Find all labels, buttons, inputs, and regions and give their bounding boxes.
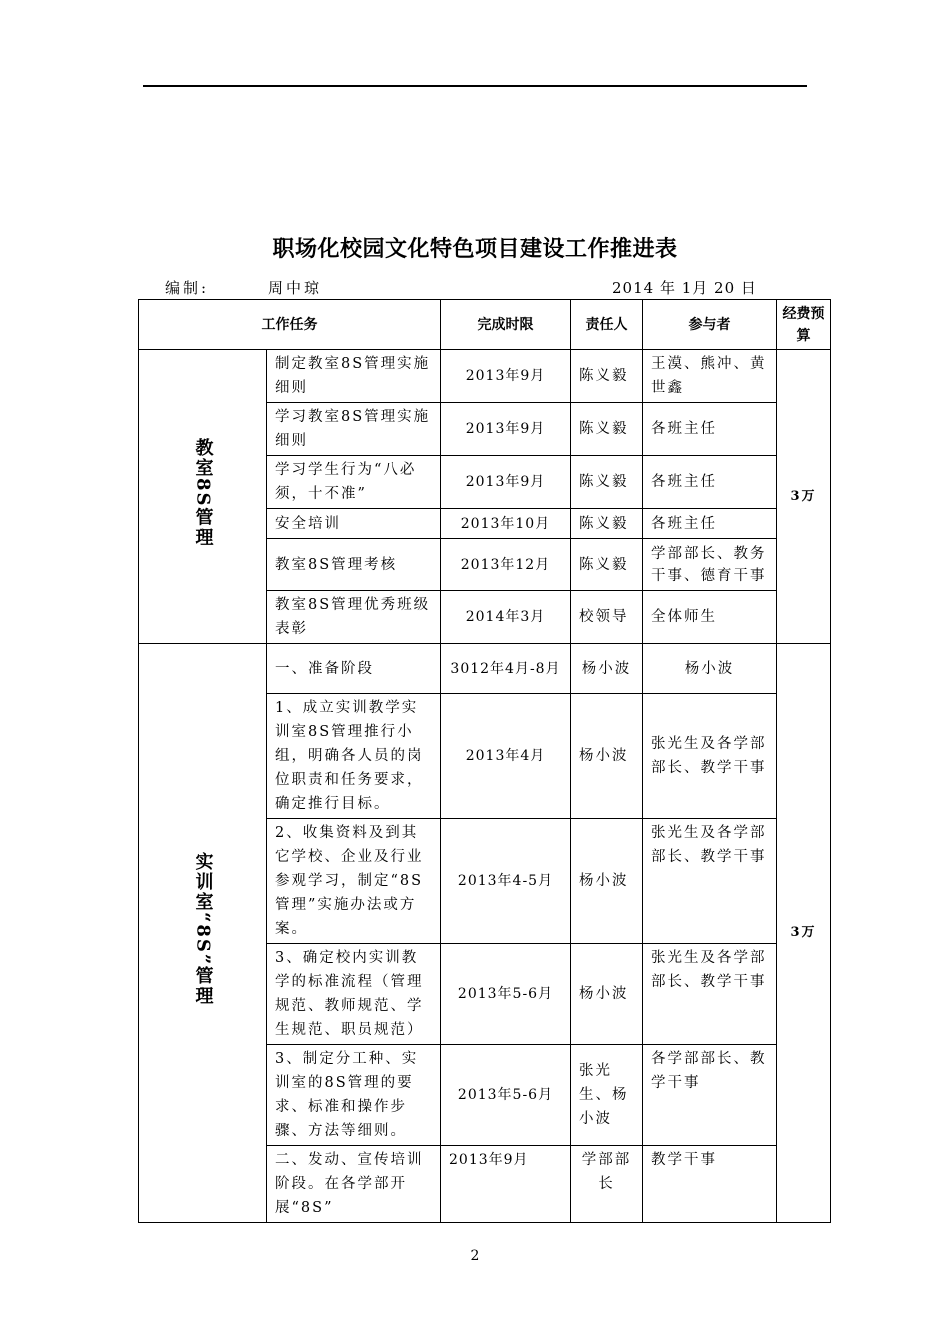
owner-cell: 张光生、杨小波 bbox=[571, 1045, 643, 1146]
participants-cell: 各班主任 bbox=[643, 403, 777, 456]
owner-cell: 杨小波 bbox=[571, 694, 643, 819]
task-cell: 1、成立实训教学实训室8S管理推行小组，明确各人员的岗位职责和任务要求，确定推行目标。 bbox=[267, 694, 441, 819]
task-cell: 3、确定校内实训教学的标准流程（管理规范、教师规范、学生规范、职员规范） bbox=[267, 944, 441, 1045]
table-row bbox=[139, 350, 831, 403]
owner-cell: 杨小波 bbox=[571, 644, 643, 694]
editor-name: 周中琼 bbox=[268, 279, 323, 297]
participants-cell: 张光生及各学部部长、教学干事 bbox=[643, 944, 777, 1045]
owner-cell: 杨小波 bbox=[571, 944, 643, 1045]
deadline-cell: 2013年4-5月 bbox=[441, 819, 571, 944]
budget-cell: 3万 bbox=[777, 644, 831, 1223]
participants-cell: 杨小波 bbox=[643, 644, 777, 694]
page-number: 2 bbox=[470, 1248, 480, 1264]
owner-cell: 陈义毅 bbox=[571, 509, 643, 539]
deadline-cell: 2013年12月 bbox=[441, 539, 571, 591]
table-row bbox=[139, 644, 831, 694]
participants-cell: 各班主任 bbox=[643, 456, 777, 509]
task-cell: 制定教室8S管理实施细则 bbox=[267, 350, 441, 403]
owner-cell: 陈义毅 bbox=[571, 456, 643, 509]
deadline-cell: 2013年9月 bbox=[441, 1146, 571, 1223]
deadline-cell: 2014年3月 bbox=[441, 591, 571, 644]
editor-label: 编制: bbox=[165, 279, 210, 297]
header-task: 工作任务 bbox=[139, 300, 441, 350]
category-label: 教室8S管理 bbox=[192, 438, 214, 548]
deadline-cell: 2013年4月 bbox=[441, 694, 571, 819]
header-budget: 经费预算 bbox=[777, 300, 831, 350]
header-deadline: 完成时限 bbox=[441, 300, 571, 350]
participants-cell: 王漠、熊冲、黄世鑫 bbox=[643, 350, 777, 403]
category-label: 实训室“8S”管理 bbox=[192, 852, 214, 1007]
participants-cell: 各班主任 bbox=[643, 509, 777, 539]
task-cell: 学习教室8S管理实施细则 bbox=[267, 403, 441, 456]
category-cell bbox=[139, 350, 267, 644]
header-participants: 参与者 bbox=[643, 300, 777, 350]
deadline-cell: 2013年9月 bbox=[441, 403, 571, 456]
participants-cell: 张光生及各学部部长、教学干事 bbox=[643, 819, 777, 944]
task-cell: 3、制定分工种、实训室的8S管理的要求、标准和操作步骤、方法等细则。 bbox=[267, 1045, 441, 1146]
header-rule bbox=[143, 85, 807, 87]
owner-cell: 陈义毅 bbox=[571, 539, 643, 591]
owner-cell: 陈义毅 bbox=[571, 403, 643, 456]
task-cell: 一、准备阶段 bbox=[267, 644, 441, 694]
header-owner: 责任人 bbox=[571, 300, 643, 350]
participants-cell: 教学干事 bbox=[643, 1146, 777, 1223]
budget-cell: 3万 bbox=[777, 350, 831, 644]
deadline-cell: 2013年9月 bbox=[441, 350, 571, 403]
document-date: 2014 年 1月 20 日 bbox=[612, 279, 757, 297]
owner-cell: 校领导 bbox=[571, 591, 643, 644]
task-cell: 安全培训 bbox=[267, 509, 441, 539]
task-cell: 2、收集资料及到其它学校、企业及行业参观学习，制定“8S管理”实施办法或方案。 bbox=[267, 819, 441, 944]
owner-cell: 陈义毅 bbox=[571, 350, 643, 403]
progress-table bbox=[138, 299, 831, 1223]
deadline-cell: 2013年9月 bbox=[441, 456, 571, 509]
participants-cell: 学部部长、教务干事、德育干事 bbox=[643, 539, 777, 591]
document-title: 职场化校园文化特色项目建设工作推进表 bbox=[272, 236, 678, 262]
owner-cell: 学部部长 bbox=[571, 1146, 643, 1223]
participants-cell: 各学部部长、教学干事 bbox=[643, 1045, 777, 1146]
task-cell: 教室8S管理优秀班级表彰 bbox=[267, 591, 441, 644]
deadline-cell: 2013年5-6月 bbox=[441, 1045, 571, 1146]
deadline-cell: 2013年10月 bbox=[441, 509, 571, 539]
task-cell: 二、发动、宣传培训阶段。在各学部开展“8S” bbox=[267, 1146, 441, 1223]
participants-cell: 张光生及各学部部长、教学干事 bbox=[643, 694, 777, 819]
participants-cell: 全体师生 bbox=[643, 591, 777, 644]
deadline-cell: 3012年4月-8月 bbox=[441, 644, 571, 694]
category-cell bbox=[139, 644, 267, 1223]
deadline-cell: 2013年5-6月 bbox=[441, 944, 571, 1045]
table-header-row bbox=[139, 300, 831, 350]
task-cell: 学习学生行为“八必须，十不准” bbox=[267, 456, 441, 509]
owner-cell: 杨小波 bbox=[571, 819, 643, 944]
task-cell: 教室8S管理考核 bbox=[267, 539, 441, 591]
